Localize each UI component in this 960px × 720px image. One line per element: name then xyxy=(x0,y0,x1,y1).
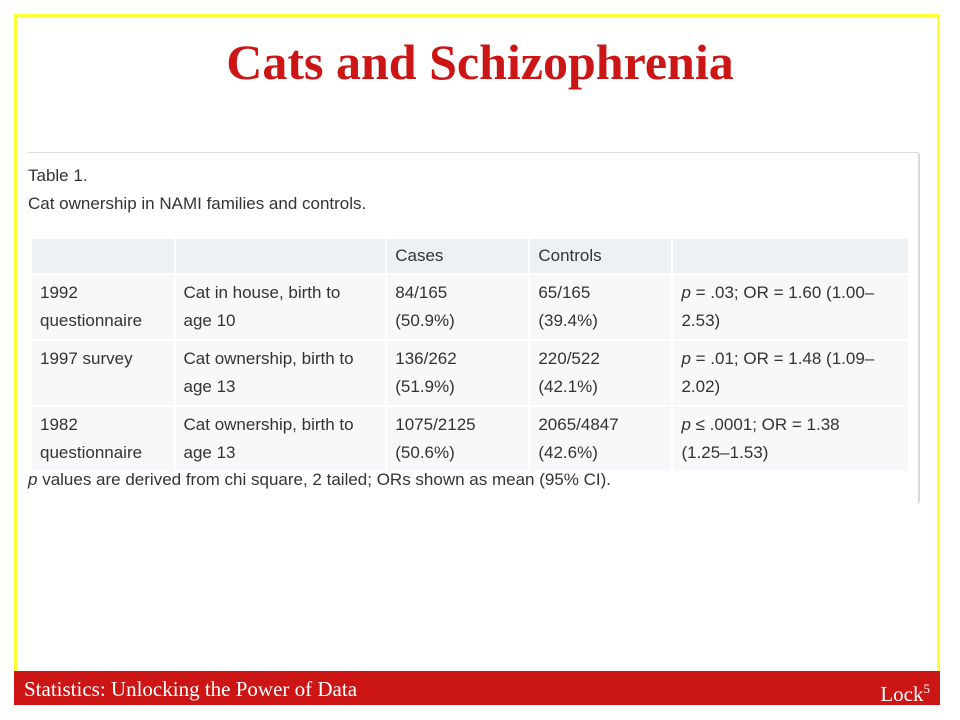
p-symbol: p xyxy=(681,283,691,302)
cell-statistics xyxy=(673,407,908,471)
header-statistics xyxy=(673,239,908,273)
cell-line: (51.9%) xyxy=(395,377,455,396)
header-exposure xyxy=(176,239,386,273)
footnote-text: values are derived from chi square, 2 tailed; ORs shown as mean (95% CI). xyxy=(37,470,612,489)
cell-exposure xyxy=(176,341,386,405)
cell-cases xyxy=(387,407,528,471)
cell-line: 1997 survey xyxy=(40,349,133,368)
footer-bar xyxy=(14,671,940,705)
cell-line: (50.6%) xyxy=(395,443,455,462)
cell-line: 2065/4847 xyxy=(538,415,619,434)
cell-controls xyxy=(530,341,671,405)
cell-line: questionnaire xyxy=(40,311,143,330)
cell-line: questionnaire xyxy=(40,443,143,462)
cell-exposure xyxy=(176,407,386,471)
cell-line: (1.25–1.53) xyxy=(681,443,769,462)
cell-statistics xyxy=(673,341,908,405)
cell-cases xyxy=(387,275,528,339)
cell-line: 65/165 xyxy=(538,283,591,302)
slide-title: Cats and Schizophrenia xyxy=(226,34,734,90)
cell-exposure xyxy=(176,275,386,339)
footer-author-superscript: 5 xyxy=(923,681,930,696)
table-label: Table 1. xyxy=(28,166,88,185)
table-header-row xyxy=(32,239,908,273)
cell-cases xyxy=(387,341,528,405)
p-symbol: p xyxy=(681,349,691,368)
cell-line: Cat ownership, birth to xyxy=(183,415,354,434)
cell-line: 1075/2125 xyxy=(395,415,476,434)
cell-line: 220/522 xyxy=(538,349,600,368)
cell-statistics xyxy=(673,275,908,339)
cell-line: (42.6%) xyxy=(538,443,598,462)
cell-controls xyxy=(530,275,671,339)
cell-line: Cat ownership, birth to xyxy=(183,349,354,368)
cell-controls xyxy=(530,407,671,471)
cell-line: 2.53) xyxy=(681,311,721,330)
cell-line: Cat in house, birth to xyxy=(183,283,341,302)
table-footnote xyxy=(28,469,611,491)
stat-text: ≤ .0001; OR = 1.38 xyxy=(690,415,840,434)
table-row xyxy=(32,341,908,405)
cell-line: 2.02) xyxy=(681,377,721,396)
cell-line xyxy=(681,345,900,373)
cell-line: age 13 xyxy=(183,377,236,396)
table-panel xyxy=(26,152,920,504)
footer-course-title: Statistics: Unlocking the Power of Data xyxy=(24,677,358,701)
table-row xyxy=(32,407,908,471)
cell-line: age 10 xyxy=(183,311,236,330)
table-row xyxy=(32,275,908,339)
table-caption: Cat ownership in NAMI families and controls. xyxy=(28,194,367,213)
cell-source xyxy=(32,407,174,471)
data-table xyxy=(30,237,910,473)
cell-source xyxy=(32,341,174,405)
stat-text: = .03; OR = 1.60 (1.00– xyxy=(690,283,875,302)
stat-text: = .01; OR = 1.48 (1.09– xyxy=(690,349,875,368)
cell-line: age 13 xyxy=(183,443,236,462)
cell-line: 136/262 xyxy=(395,349,457,368)
cell-line: 1992 xyxy=(40,283,78,302)
cell-line: 84/165 xyxy=(395,283,448,302)
p-symbol: p xyxy=(28,470,38,489)
cell-line xyxy=(681,279,900,307)
cell-line xyxy=(681,411,900,439)
cell-source xyxy=(32,275,174,339)
header-cases: Cases xyxy=(387,239,528,273)
footer-author-name: Lock xyxy=(880,682,924,706)
cell-line: (42.1%) xyxy=(538,377,598,396)
p-symbol: p xyxy=(681,415,691,434)
header-source xyxy=(32,239,174,273)
header-controls: Controls xyxy=(530,239,671,273)
footer-author xyxy=(880,676,930,707)
cell-line: (50.9%) xyxy=(395,311,455,330)
cell-line: (39.4%) xyxy=(538,311,598,330)
cell-line: 1982 xyxy=(40,415,78,434)
